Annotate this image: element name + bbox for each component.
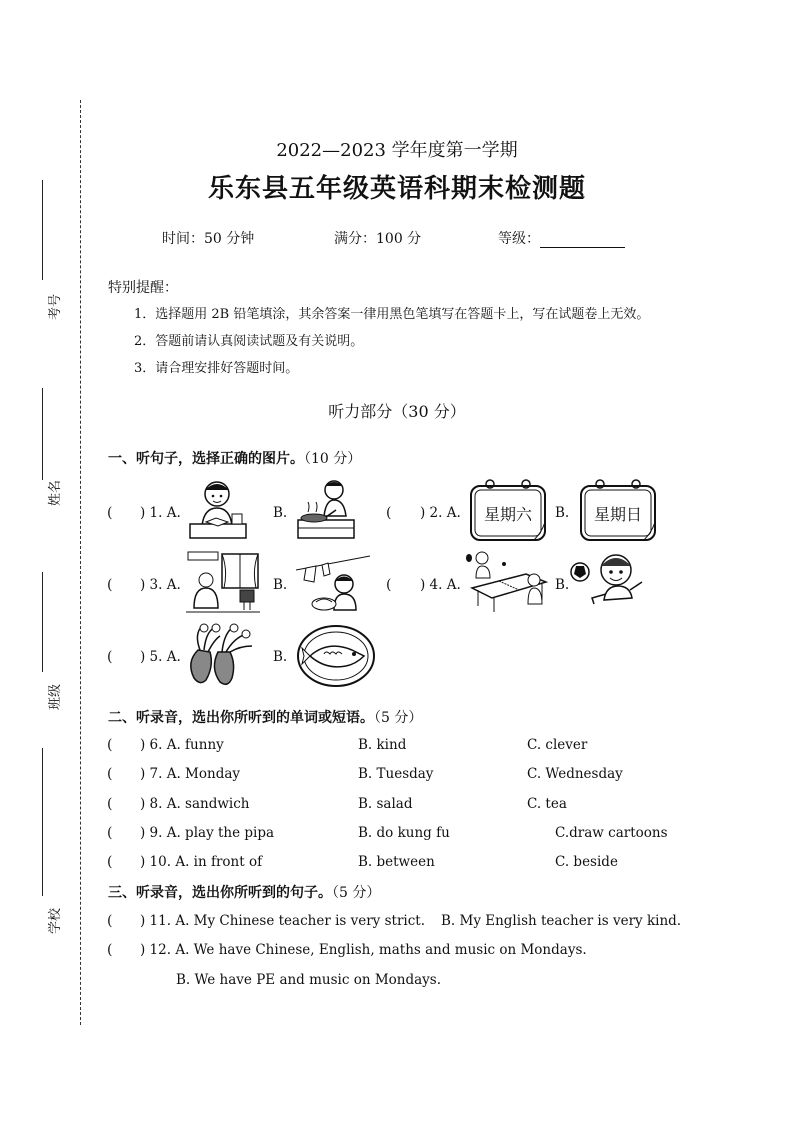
- question-2-option-b: B.: [555, 505, 570, 521]
- question-6-option-b[interactable]: B. kind: [358, 737, 407, 753]
- question-7-option-b[interactable]: B. Tuesday: [358, 766, 434, 782]
- picture-4b-boy-playing-football[interactable]: [570, 550, 646, 608]
- question-10-option-b[interactable]: B. between: [358, 854, 435, 870]
- picture-5a-carrots[interactable]: [184, 622, 260, 688]
- part2-title: 二、听录音，选出你所听到的单词或短语。（5 分）: [108, 710, 423, 726]
- part3-title: 三、听录音，选出你所听到的句子。（5 分）: [108, 885, 381, 901]
- svg-text:星期日: 星期日: [593, 505, 643, 524]
- answer-paren[interactable]: (: [107, 825, 113, 841]
- question-6-option-a[interactable]: ) 6. A. funny: [140, 737, 224, 753]
- full-score: 满分：100 分: [334, 231, 422, 247]
- question-9-option-c[interactable]: C.draw cartoons: [555, 825, 668, 841]
- answer-paren[interactable]: (: [107, 766, 113, 782]
- picture-1a-boy-reading[interactable]: [182, 478, 252, 542]
- question-6-option-c[interactable]: C. clever: [527, 737, 588, 753]
- answer-paren[interactable]: (: [386, 577, 392, 593]
- answer-paren[interactable]: (: [107, 854, 113, 870]
- question-5-label: ) 5. A.: [140, 649, 181, 665]
- picture-3b-boy-washing-clothes[interactable]: [294, 550, 372, 614]
- question-9-option-b[interactable]: B. do kung fu: [358, 825, 450, 841]
- term-heading: 2022—2023 学年度第一学期: [276, 140, 518, 161]
- exam-time: 时间：50 分钟: [162, 231, 255, 247]
- answer-paren[interactable]: (: [107, 737, 113, 753]
- question-7-option-c[interactable]: C. Wednesday: [527, 766, 623, 782]
- question-10-option-a[interactable]: ) 10. A. in front of: [140, 854, 263, 870]
- picture-3a-living-room[interactable]: [184, 550, 262, 614]
- question-10-option-c[interactable]: C. beside: [555, 854, 618, 870]
- picture-2b-calendar-sunday[interactable]: [578, 478, 658, 544]
- question-7-option-a[interactable]: ) 7. A. Monday: [140, 766, 241, 782]
- question-4-option-b: B.: [555, 577, 570, 593]
- question-8-option-c[interactable]: C. tea: [527, 796, 567, 812]
- question-12-option-b[interactable]: B. We have PE and music on Mondays.: [176, 972, 442, 988]
- part1-title: 一、听句子，选择正确的图片。（10 分）: [108, 451, 362, 467]
- answer-paren[interactable]: (: [107, 796, 113, 812]
- svg-text:星期六: 星期六: [483, 505, 533, 524]
- question-1-option-b: B.: [273, 505, 288, 521]
- picture-5b-fish-on-plate[interactable]: [296, 624, 376, 688]
- notice-heading: 特别提醒：: [108, 280, 178, 296]
- notice-item: 2．答题前请认真阅读试题及有关说明。: [134, 334, 364, 349]
- answer-paren[interactable]: (: [107, 649, 113, 665]
- answer-paren[interactable]: (: [386, 505, 392, 521]
- grade-blank[interactable]: [540, 233, 625, 248]
- question-4-label: ) 4. A.: [420, 577, 461, 593]
- answer-paren[interactable]: (: [107, 577, 113, 593]
- exam-title: 乐东县五年级英语科期末检测题: [207, 174, 586, 204]
- question-5-option-b: B.: [273, 649, 288, 665]
- question-9-option-a[interactable]: ) 9. A. play the pipa: [140, 825, 275, 841]
- question-8-option-a[interactable]: ) 8. A. sandwich: [140, 796, 250, 812]
- question-3-label: ) 3. A.: [140, 577, 181, 593]
- answer-paren[interactable]: (: [107, 913, 113, 929]
- picture-1b-boy-cooking[interactable]: [294, 476, 358, 542]
- question-8-option-b[interactable]: B. salad: [358, 796, 413, 812]
- question-1-label: ) 1. A.: [140, 505, 181, 521]
- question-11-option-a[interactable]: ) 11. A. My Chinese teacher is very strict.: [140, 913, 426, 929]
- question-11-option-b[interactable]: B. My English teacher is very kind.: [441, 913, 682, 929]
- binding-dashed-line: [80, 100, 81, 1025]
- question-2-label: ) 2. A.: [420, 505, 461, 521]
- notice-item: 1．选择题用 2B 铅笔填涂，其余答案一律用黑色笔填写在答题卡上，写在试题卷上无效。: [134, 307, 650, 322]
- picture-2a-calendar-saturday[interactable]: [468, 478, 548, 544]
- question-12-option-a[interactable]: ) 12. A. We have Chinese, English, maths and music on Mondays.: [140, 942, 587, 958]
- grade-field[interactable]: 等级：: [498, 228, 625, 248]
- answer-paren[interactable]: (: [107, 505, 113, 521]
- notice-item: 3．请合理安排好答题时间。: [134, 361, 299, 376]
- question-3-option-b: B.: [273, 577, 288, 593]
- picture-4a-ping-pong[interactable]: [464, 548, 550, 614]
- listening-section-title: 听力部分（30 分）: [328, 402, 466, 421]
- answer-paren[interactable]: (: [107, 942, 113, 958]
